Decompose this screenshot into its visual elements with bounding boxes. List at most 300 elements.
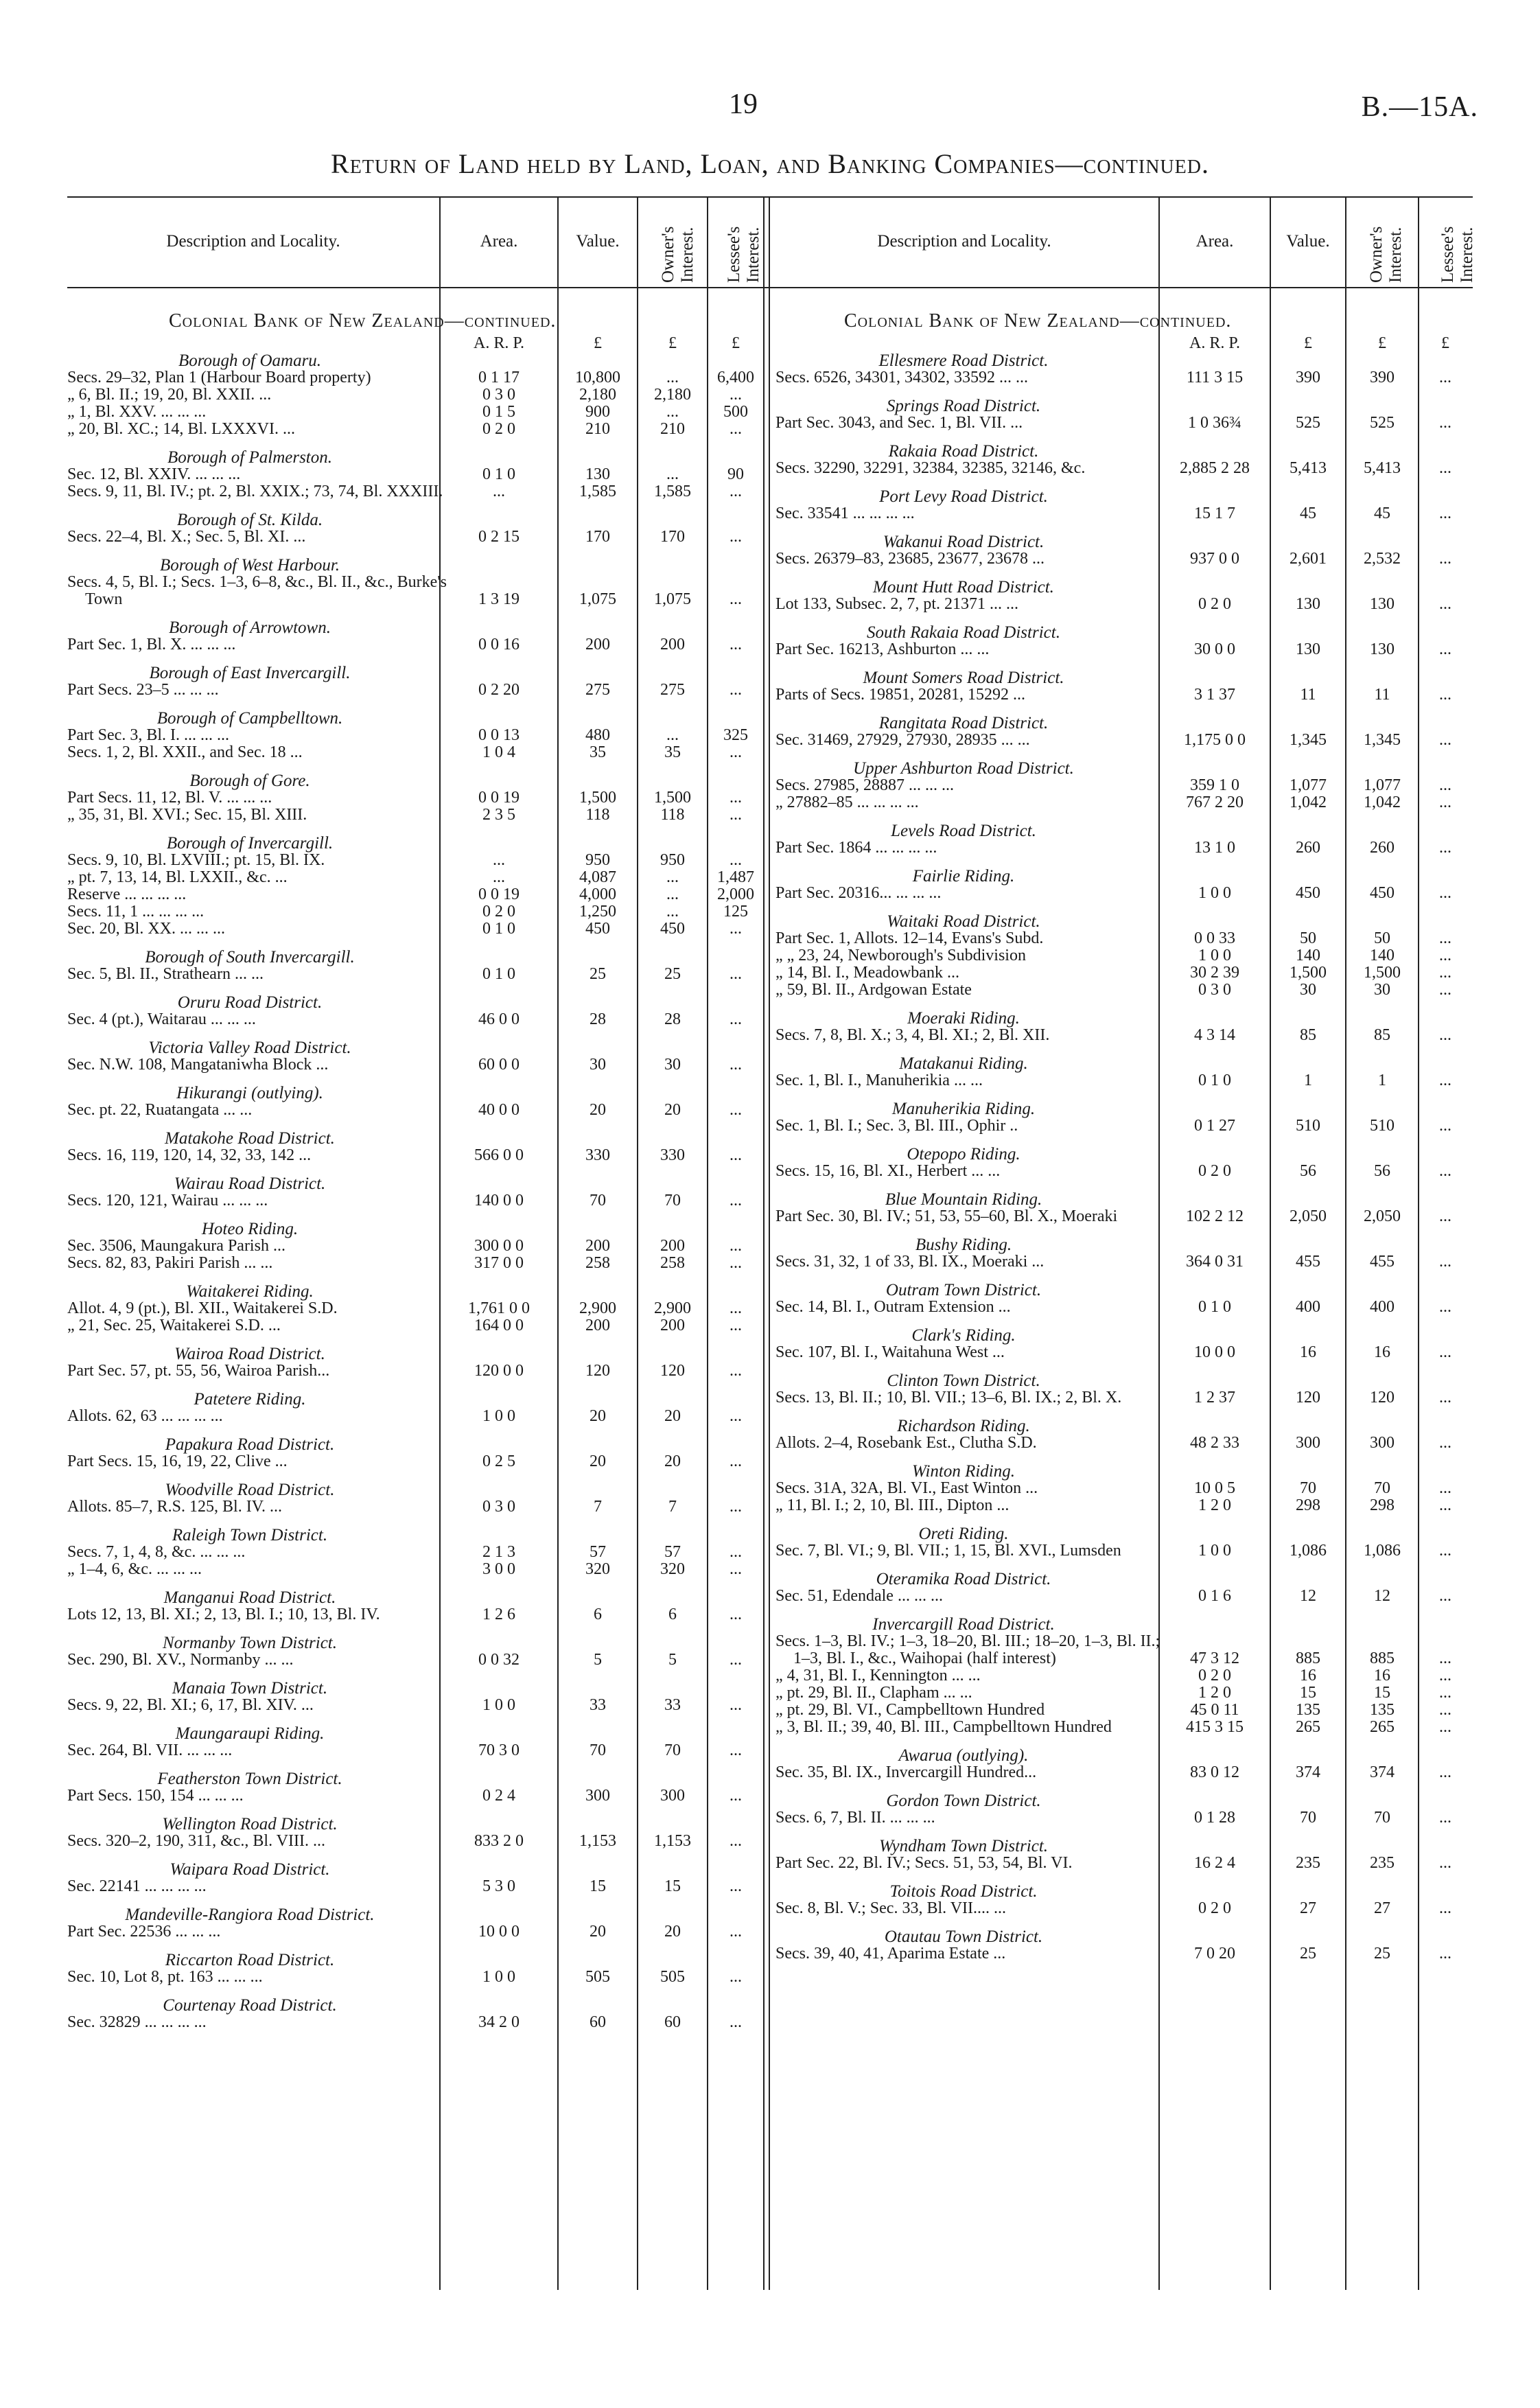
district-group bbox=[67, 710, 762, 761]
row-owner: 5,413 bbox=[1364, 459, 1401, 477]
row-owner: 120 bbox=[660, 1362, 685, 1380]
row-description: Sec. 264, Bl. VII. ... ... ... bbox=[67, 1741, 233, 1759]
district-heading: Port Levy Road District. bbox=[879, 487, 1048, 506]
row-description: Sec. 7, Bl. VI.; 9, Bl. VII.; 1, 15, Bl. XVI., Lumsden bbox=[775, 1542, 1121, 1560]
row-description: Sec. 107, Bl. I., Waitahuna West ... bbox=[775, 1343, 1005, 1361]
row-description: Part Sec. 3, Bl. I. ... ... ... bbox=[67, 726, 229, 744]
district-group bbox=[67, 1220, 762, 1272]
district-heading: Gordon Town District. bbox=[886, 1792, 1041, 1810]
district-heading: Ellesmere Road District. bbox=[878, 351, 1049, 370]
land-row bbox=[775, 596, 1473, 613]
row-area: 15 1 7 bbox=[1194, 505, 1235, 522]
land-row bbox=[775, 641, 1473, 658]
row-value: 120 bbox=[1296, 1389, 1320, 1406]
land-row bbox=[67, 1878, 762, 1895]
row-lessee: ... bbox=[1439, 1667, 1451, 1685]
row-description: Part Sec. 1, Bl. X. ... ... ... bbox=[67, 636, 236, 653]
row-owner: 1,153 bbox=[654, 1832, 691, 1850]
row-value: 2,050 bbox=[1290, 1207, 1327, 1225]
row-owner: 5 bbox=[668, 1651, 677, 1669]
row-area: 10 0 0 bbox=[478, 1923, 520, 1941]
row-owner: 300 bbox=[1370, 1434, 1395, 1452]
row-area: 1 0 0 bbox=[482, 1696, 515, 1714]
row-lessee: ... bbox=[1439, 505, 1451, 522]
row-description: Sec. 31469, 27929, 27930, 28935 ... ... bbox=[775, 731, 1030, 749]
row-area: 164 0 0 bbox=[474, 1317, 524, 1334]
row-lessee: ... bbox=[730, 1362, 742, 1380]
district-group bbox=[775, 913, 1473, 999]
row-lessee: ... bbox=[730, 636, 742, 653]
district-heading: Clinton Town District. bbox=[887, 1371, 1040, 1390]
district-heading: Matakohe Road District. bbox=[165, 1129, 335, 1148]
row-area: 0 0 13 bbox=[478, 726, 520, 744]
row-lessee: ... bbox=[1439, 981, 1451, 999]
land-row bbox=[67, 727, 762, 744]
row-lessee: 500 bbox=[723, 403, 748, 421]
row-area: 0 2 5 bbox=[482, 1452, 515, 1470]
row-description: „ 6, Bl. II.; 19, 20, Bl. XXII. ... bbox=[67, 386, 272, 404]
row-area: 0 1 0 bbox=[1198, 1072, 1231, 1089]
district-group bbox=[67, 1039, 762, 1074]
land-row bbox=[775, 964, 1473, 982]
row-value: 525 bbox=[1296, 414, 1320, 432]
row-value: 260 bbox=[1296, 839, 1320, 857]
row-description: Part Sec. 1, Allots. 12–14, Evans's Subd. bbox=[775, 929, 1044, 947]
district-group bbox=[775, 1571, 1473, 1605]
land-row bbox=[67, 1453, 762, 1470]
district-heading: Hoteo Riding. bbox=[201, 1220, 299, 1238]
row-value: 130 bbox=[1296, 595, 1320, 613]
district-group bbox=[67, 1345, 762, 1380]
land-row bbox=[67, 903, 762, 921]
row-lessee: ... bbox=[1439, 459, 1451, 477]
row-owner: ... bbox=[666, 369, 679, 386]
district-group bbox=[775, 1282, 1473, 1316]
row-area: 0 2 0 bbox=[1198, 595, 1231, 613]
district-heading: Wakanui Road District. bbox=[883, 533, 1045, 551]
row-area: 0 3 0 bbox=[482, 386, 515, 404]
row-owner: 1 bbox=[1378, 1072, 1386, 1089]
land-row bbox=[67, 1317, 762, 1334]
land-row bbox=[67, 807, 762, 824]
land-row bbox=[67, 2014, 762, 2031]
right-header-description: Description and Locality. bbox=[877, 232, 1051, 251]
row-lessee: ... bbox=[1439, 1434, 1451, 1452]
row-owner: 70 bbox=[664, 1741, 681, 1759]
row-value: 16 bbox=[1300, 1343, 1316, 1361]
land-row bbox=[67, 1363, 762, 1380]
row-description: Sec. 32829 ... ... ... ... bbox=[67, 2013, 207, 2031]
row-area: 45 0 11 bbox=[1190, 1701, 1239, 1719]
row-owner: 135 bbox=[1370, 1701, 1395, 1719]
row-area: 0 0 33 bbox=[1194, 929, 1235, 947]
land-row bbox=[67, 789, 762, 807]
district-heading: Borough of Palmerston. bbox=[167, 448, 333, 467]
land-row bbox=[775, 1764, 1473, 1781]
row-lessee: ... bbox=[1439, 1026, 1451, 1044]
row-lessee: ... bbox=[730, 1056, 742, 1074]
land-row bbox=[67, 1255, 762, 1272]
district-group bbox=[775, 1327, 1473, 1361]
row-area: 0 3 0 bbox=[482, 1498, 515, 1516]
row-description: Part Secs. 15, 16, 19, 22, Clive ... bbox=[67, 1452, 288, 1470]
center-double-rule-b bbox=[769, 196, 770, 2290]
row-value: 30 bbox=[590, 1056, 606, 1074]
row-area: ... bbox=[493, 868, 505, 886]
row-lessee: ... bbox=[730, 528, 742, 546]
district-group bbox=[67, 1481, 762, 1516]
row-owner: 1,077 bbox=[1364, 776, 1401, 794]
document-reference: B.—15A. bbox=[1361, 91, 1478, 123]
row-value: 258 bbox=[585, 1254, 610, 1272]
row-area: 83 0 12 bbox=[1190, 1763, 1239, 1781]
row-lessee: ... bbox=[730, 1299, 742, 1317]
row-description: Secs. 6, 7, Bl. II. ... ... ... bbox=[775, 1809, 935, 1827]
land-row bbox=[775, 1588, 1473, 1605]
land-row bbox=[67, 466, 762, 483]
row-lessee: ... bbox=[1439, 1298, 1451, 1316]
row-owner: 258 bbox=[660, 1254, 685, 1272]
land-row bbox=[775, 982, 1473, 999]
row-owner: 300 bbox=[660, 1787, 685, 1805]
row-area: 0 1 27 bbox=[1194, 1117, 1235, 1135]
row-owner: 455 bbox=[1370, 1253, 1395, 1271]
district-group bbox=[775, 1010, 1473, 1044]
row-owner: 30 bbox=[1374, 981, 1390, 999]
row-owner: 885 bbox=[1370, 1649, 1395, 1667]
row-description: Part Sec. 20316... ... ... ... bbox=[775, 884, 942, 902]
row-owner: 200 bbox=[660, 1237, 685, 1255]
row-lessee: ... bbox=[1439, 1162, 1451, 1180]
row-value: 400 bbox=[1296, 1298, 1320, 1316]
row-area: 10 0 0 bbox=[1194, 1343, 1235, 1361]
row-lessee: ... bbox=[730, 1192, 742, 1209]
row-area: 0 1 5 bbox=[482, 403, 515, 421]
row-description: „ „ 23, 24, Newborough's Subdivision bbox=[775, 947, 1026, 964]
row-description: „ pt. 7, 13, 14, Bl. LXXII., &c. ... bbox=[67, 868, 288, 886]
row-description: Secs. 26379–83, 23685, 23677, 23678 ... bbox=[775, 550, 1045, 568]
row-owner: 6 bbox=[668, 1606, 677, 1623]
land-row bbox=[775, 1208, 1473, 1225]
district-group bbox=[67, 1861, 762, 1895]
row-owner: ... bbox=[666, 465, 679, 483]
land-row bbox=[67, 421, 762, 438]
district-group bbox=[67, 557, 762, 608]
row-value: 70 bbox=[1300, 1479, 1316, 1497]
row-value: 4,000 bbox=[579, 885, 616, 903]
row-lessee: ... bbox=[730, 1832, 742, 1850]
land-row bbox=[67, 386, 762, 404]
row-description: Sec. 5, Bl. II., Strathearn ... ... bbox=[67, 965, 264, 983]
row-description: Secs. 39, 40, 41, Aparima Estate ... bbox=[775, 1945, 1006, 1963]
row-lessee: ... bbox=[1439, 1854, 1451, 1872]
row-owner: 1,075 bbox=[654, 590, 691, 608]
row-owner: 15 bbox=[1374, 1684, 1390, 1702]
district-group bbox=[775, 1616, 1473, 1736]
row-area: 2,885 2 28 bbox=[1180, 459, 1250, 477]
land-row bbox=[775, 551, 1473, 568]
row-owner: 2,050 bbox=[1364, 1207, 1401, 1225]
land-row bbox=[67, 1561, 762, 1578]
land-row bbox=[775, 1118, 1473, 1135]
land-row bbox=[775, 1497, 1473, 1514]
row-description: Sec. 3506, Maungakura Parish ... bbox=[67, 1237, 285, 1255]
land-row bbox=[775, 1435, 1473, 1452]
district-group bbox=[775, 579, 1473, 613]
district-heading: Manuherikia Riding. bbox=[891, 1100, 1036, 1118]
row-owner: 15 bbox=[664, 1877, 681, 1895]
row-description: „ 35, 31, Bl. XVI.; Sec. 15, Bl. XIII. bbox=[67, 806, 307, 824]
row-value: 20 bbox=[590, 1407, 606, 1425]
row-area: 300 0 0 bbox=[474, 1237, 524, 1255]
row-owner: 170 bbox=[660, 528, 685, 546]
row-description: Secs. 15, 16, Bl. XI., Herbert ... ... bbox=[775, 1162, 1001, 1180]
land-row bbox=[775, 1299, 1473, 1316]
row-description: Reserve ... ... ... ... bbox=[67, 885, 187, 903]
land-row bbox=[67, 1192, 762, 1209]
land-row bbox=[67, 921, 762, 938]
row-owner: 130 bbox=[1370, 640, 1395, 658]
row-owner: 45 bbox=[1374, 505, 1390, 522]
unit-owner: £ bbox=[668, 334, 677, 352]
row-lessee: ... bbox=[1439, 1684, 1451, 1702]
district-heading: Bushy Riding. bbox=[915, 1236, 1012, 1254]
row-owner: 2,900 bbox=[654, 1299, 691, 1317]
row-area: 70 3 0 bbox=[478, 1741, 520, 1759]
row-description: Secs. 1–3, Bl. IV.; 1–3, 18–20, Bl. III.; 18–20, 1–3, Bl. II.; 1–3, Bl. I., &c., Waihopai (half interest) bbox=[775, 1632, 1160, 1667]
row-description: Allots. 62, 63 ... ... ... ... bbox=[67, 1407, 223, 1425]
row-owner: 25 bbox=[1374, 1945, 1390, 1963]
row-lessee: ... bbox=[1439, 1253, 1451, 1271]
row-lessee: ... bbox=[730, 1968, 742, 1986]
row-lessee: ... bbox=[730, 1498, 742, 1516]
row-description: Part Sec. 1864 ... ... ... ... bbox=[775, 839, 937, 857]
row-area: 0 2 0 bbox=[482, 420, 515, 438]
land-row bbox=[67, 1300, 762, 1317]
row-value: 5,413 bbox=[1290, 459, 1327, 477]
district-heading: Featherston Town District. bbox=[157, 1770, 342, 1788]
page-title: Return of Land held by Land, Loan, and Banking Companies—continued. bbox=[331, 148, 1209, 179]
row-owner: 298 bbox=[1370, 1496, 1395, 1514]
row-description: Secs. 9, 22, Bl. XI.; 6, 17, Bl. XIV. ... bbox=[67, 1696, 314, 1714]
land-row bbox=[67, 1787, 762, 1805]
row-owner: 60 bbox=[664, 2013, 681, 2031]
row-area: 1 0 36¾ bbox=[1188, 414, 1241, 432]
row-value: 85 bbox=[1300, 1026, 1316, 1044]
land-row bbox=[775, 930, 1473, 947]
row-description: Secs. 320–2, 190, 311, &c., Bl. VIII. ... bbox=[67, 1832, 325, 1850]
district-heading: Otautau Town District. bbox=[884, 1927, 1043, 1946]
row-owner: 260 bbox=[1370, 839, 1395, 857]
row-lessee: ... bbox=[730, 1606, 742, 1623]
land-row bbox=[775, 732, 1473, 749]
row-value: 210 bbox=[585, 420, 610, 438]
district-heading: Patetere Riding. bbox=[194, 1390, 306, 1409]
left-section-title: Colonial Bank of New Zealand—continued. bbox=[169, 310, 557, 332]
row-value: 28 bbox=[590, 1010, 606, 1028]
units-row bbox=[67, 335, 762, 352]
land-row bbox=[67, 1742, 762, 1759]
row-value: 1,086 bbox=[1290, 1542, 1327, 1560]
row-lessee: ... bbox=[1439, 884, 1451, 902]
district-heading: Mount Somers Road District. bbox=[863, 669, 1064, 687]
row-owner: 505 bbox=[660, 1968, 685, 1986]
district-heading: Invercargill Road District. bbox=[872, 1615, 1055, 1634]
row-description: Secs. 7, 1, 4, 8, &c. ... ... ... bbox=[67, 1543, 246, 1561]
land-row bbox=[775, 1945, 1473, 1963]
district-heading: Borough of Invercargill. bbox=[166, 834, 334, 853]
row-lessee: ... bbox=[1439, 839, 1451, 857]
row-area: 5 3 0 bbox=[482, 1877, 515, 1895]
row-value: 56 bbox=[1300, 1162, 1316, 1180]
row-area: 317 0 0 bbox=[474, 1254, 524, 1272]
row-owner: 140 bbox=[1370, 947, 1395, 964]
row-owner: 265 bbox=[1370, 1718, 1395, 1736]
row-description: Parts of Secs. 19851, 20281, 15292 ... bbox=[775, 686, 1025, 704]
row-owner: 85 bbox=[1374, 1026, 1390, 1044]
row-area: 4 3 14 bbox=[1194, 1026, 1235, 1044]
row-area: 46 0 0 bbox=[478, 1010, 520, 1028]
row-lessee: ... bbox=[1439, 1117, 1451, 1135]
row-lessee: 125 bbox=[723, 903, 748, 921]
row-owner: 25 bbox=[664, 965, 681, 983]
land-row bbox=[67, 1652, 762, 1669]
row-area: 0 1 0 bbox=[482, 965, 515, 983]
row-lessee: 325 bbox=[723, 726, 748, 744]
land-row bbox=[67, 636, 762, 653]
row-owner: 118 bbox=[660, 806, 685, 824]
row-description: „ pt. 29, Bl. II., Clapham ... ... bbox=[775, 1684, 972, 1702]
row-area: 0 2 20 bbox=[478, 681, 520, 699]
row-lessee: ... bbox=[1439, 1701, 1451, 1719]
district-group bbox=[775, 1463, 1473, 1514]
right-column bbox=[775, 335, 1473, 1963]
row-lessee: ... bbox=[730, 1543, 742, 1561]
district-heading: Oruru Road District. bbox=[177, 993, 323, 1012]
district-heading: Oreti Riding. bbox=[918, 1525, 1009, 1543]
district-heading: Maungaraupi Riding. bbox=[175, 1724, 325, 1743]
land-row bbox=[775, 1667, 1473, 1685]
row-area: 833 2 0 bbox=[474, 1832, 524, 1850]
row-value: 330 bbox=[585, 1146, 610, 1164]
district-group bbox=[775, 868, 1473, 902]
row-area: 140 0 0 bbox=[474, 1192, 524, 1209]
row-owner: 400 bbox=[1370, 1298, 1395, 1316]
row-value: 298 bbox=[1296, 1496, 1320, 1514]
row-area: 0 2 0 bbox=[1198, 1667, 1231, 1685]
district-heading: Upper Ashburton Road District. bbox=[853, 759, 1074, 778]
row-area: 767 2 20 bbox=[1186, 794, 1244, 811]
district-heading: Winton Riding. bbox=[912, 1462, 1015, 1481]
row-value: 1,500 bbox=[579, 789, 616, 807]
district-group bbox=[67, 949, 762, 983]
row-owner: 11 bbox=[1374, 686, 1390, 704]
row-lessee: ... bbox=[730, 851, 742, 869]
row-area: 48 2 33 bbox=[1190, 1434, 1239, 1452]
row-area: 7 0 20 bbox=[1194, 1945, 1235, 1963]
row-area: 0 1 0 bbox=[482, 920, 515, 938]
district-heading: Borough of West Harbour. bbox=[159, 556, 340, 575]
row-value: 135 bbox=[1296, 1701, 1320, 1719]
land-row bbox=[775, 1633, 1473, 1667]
row-area: ... bbox=[493, 851, 505, 869]
row-description: „ 11, Bl. I.; 2, 10, Bl. III., Dipton ... bbox=[775, 1496, 1010, 1514]
land-row bbox=[775, 1163, 1473, 1180]
row-value: 1,075 bbox=[579, 590, 616, 608]
row-owner: 27 bbox=[1374, 1899, 1390, 1917]
row-value: 1,250 bbox=[579, 903, 616, 921]
left-column bbox=[67, 335, 762, 2031]
row-description: Secs. 16, 119, 120, 14, 32, 33, 142 ... bbox=[67, 1146, 312, 1164]
district-group bbox=[67, 1391, 762, 1425]
header-bottom-rule bbox=[67, 287, 1473, 288]
row-value: 60 bbox=[590, 2013, 606, 2031]
row-area: 111 3 15 bbox=[1186, 369, 1244, 386]
row-value: 2,601 bbox=[1290, 550, 1327, 568]
row-lessee: 2,000 bbox=[717, 885, 754, 903]
row-owner: ... bbox=[666, 726, 679, 744]
row-description: Secs. 29–32, Plan 1 (Harbour Board property) bbox=[67, 369, 371, 386]
row-description: Sec. 1, Bl. I.; Sec. 3, Bl. III., Ophir .. bbox=[775, 1117, 1018, 1135]
land-row bbox=[67, 404, 762, 421]
unit-owner: £ bbox=[1378, 334, 1386, 352]
land-row bbox=[67, 1697, 762, 1714]
row-owner: 28 bbox=[664, 1010, 681, 1028]
row-description: Secs. 7, 8, Bl. X.; 3, 4, Bl. XI.; 2, Bl. XII. bbox=[775, 1026, 1050, 1044]
row-value: 1,345 bbox=[1290, 731, 1327, 749]
row-lessee: ... bbox=[1439, 776, 1451, 794]
district-group bbox=[775, 1191, 1473, 1225]
district-group bbox=[775, 1055, 1473, 1089]
land-row bbox=[67, 886, 762, 903]
row-area: 13 1 0 bbox=[1194, 839, 1235, 857]
district-heading: Levels Road District. bbox=[891, 822, 1036, 840]
row-owner: 210 bbox=[660, 420, 685, 438]
row-owner: 330 bbox=[660, 1146, 685, 1164]
left-header-lessee: Lessee's Interest. bbox=[725, 226, 762, 283]
district-group bbox=[67, 1527, 762, 1578]
row-area: 0 2 0 bbox=[482, 903, 515, 921]
district-group bbox=[67, 1175, 762, 1209]
row-value: 27 bbox=[1300, 1899, 1316, 1917]
row-lessee: 1,487 bbox=[717, 868, 754, 886]
district-group bbox=[67, 664, 762, 699]
row-value: 275 bbox=[585, 681, 610, 699]
row-lessee: ... bbox=[1439, 550, 1451, 568]
land-row bbox=[775, 1702, 1473, 1719]
district-heading: Borough of East Invercargill. bbox=[149, 664, 351, 682]
row-value: 57 bbox=[590, 1543, 606, 1561]
district-group bbox=[67, 1816, 762, 1850]
row-value: 70 bbox=[590, 1741, 606, 1759]
row-value: 1,077 bbox=[1290, 776, 1327, 794]
row-owner: 120 bbox=[1370, 1389, 1395, 1406]
district-heading: Richardson Riding. bbox=[897, 1417, 1030, 1435]
district-group bbox=[775, 1792, 1473, 1827]
row-area: 415 3 15 bbox=[1186, 1718, 1244, 1736]
row-owner: 1,500 bbox=[1364, 964, 1401, 982]
district-heading: Toitois Road District. bbox=[889, 1882, 1038, 1901]
row-owner: 16 bbox=[1374, 1343, 1390, 1361]
center-double-rule-a bbox=[763, 196, 765, 2290]
row-lessee: ... bbox=[730, 806, 742, 824]
row-description: Sec. 10, Lot 8, pt. 163 ... ... ... bbox=[67, 1968, 263, 1986]
district-heading: Borough of Arrowtown. bbox=[169, 618, 331, 637]
row-value: 1,500 bbox=[1290, 964, 1327, 982]
district-group bbox=[67, 1770, 762, 1805]
land-row bbox=[775, 1344, 1473, 1361]
land-row bbox=[67, 869, 762, 886]
